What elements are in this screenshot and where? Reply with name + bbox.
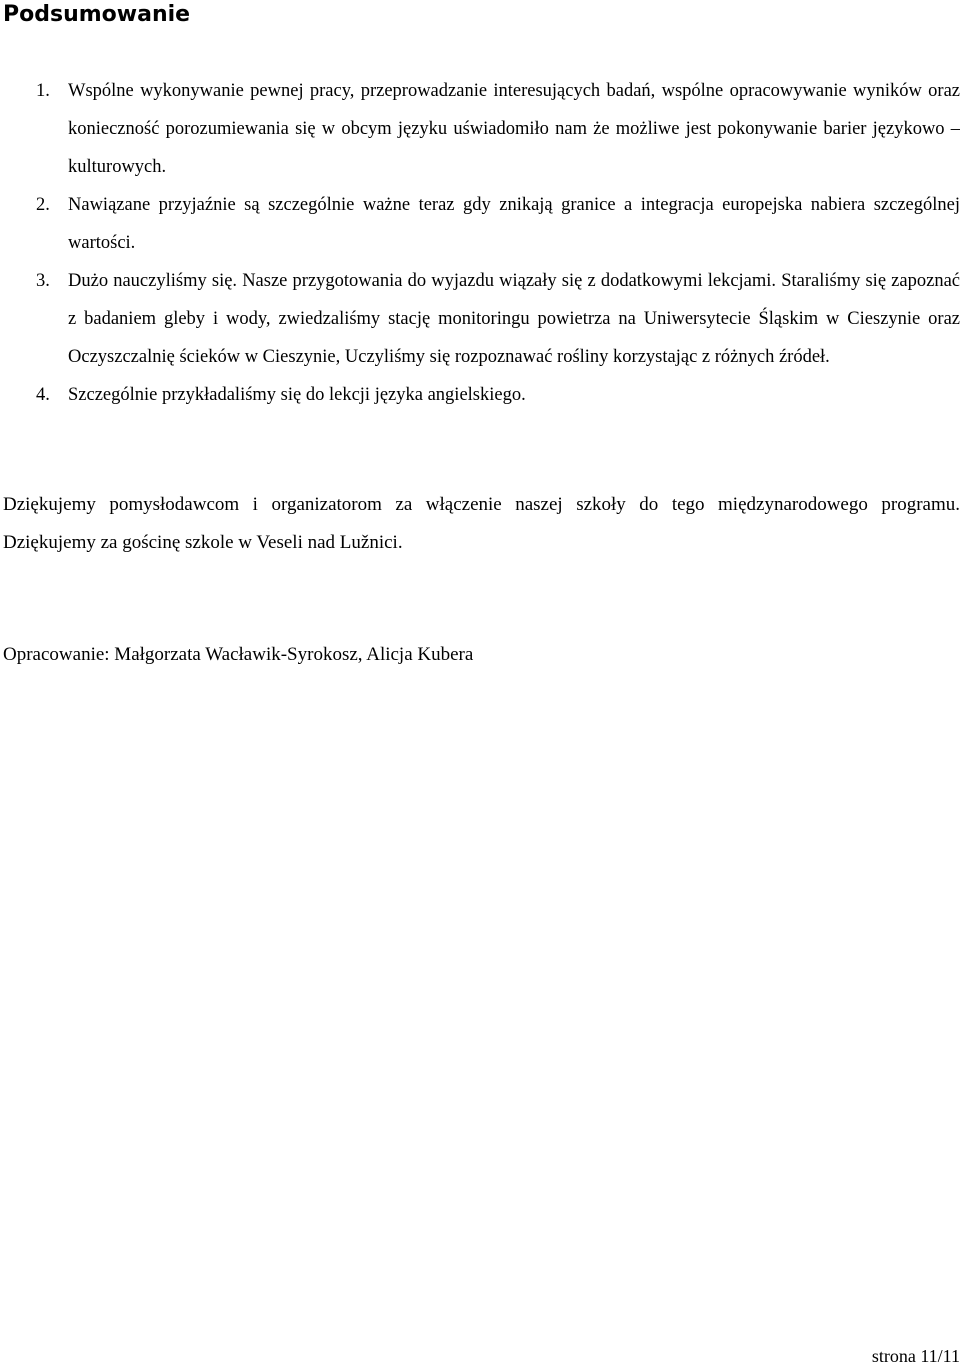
list-item	[0, 72, 960, 186]
page-number: strona 11/11	[871, 1346, 960, 1366]
author-credit: Opracowanie: Małgorzata Wacławik-Syrokosz, Alicja Kubera	[3, 644, 474, 665]
list-item	[0, 376, 960, 414]
list-item-number: 2.	[36, 195, 50, 215]
list-item	[0, 186, 960, 262]
list-item-number: 3.	[36, 271, 50, 291]
page-heading: Podsumowanie	[3, 2, 191, 27]
summary-list	[0, 72, 960, 414]
list-item-number: 1.	[36, 81, 50, 101]
list-item	[0, 262, 960, 376]
list-item-text: Wspólne wykonywanie pewnej pracy, przeprowadzanie interesujących badań, wspólne opracowywanie wyników oraz konieczność porozumiewania się w obcym języku uświadomiło nam że możliwe jest pokonywanie barier językowo – kulturowych.	[68, 81, 960, 177]
list-item-text: Dużo nauczyliśmy się. Nasze przygotowania do wyjazdu wiązały się z dodatkowymi lekcjami. Staraliśmy się zapoznać z badaniem gleby i wody, zwiedzaliśmy stację monitoringu powietrza na Uniwersytecie Śląskim w Cieszynie oraz Oczyszczalnię ścieków w Cieszynie, Uczyliśmy się rozpoznawać rośliny korzystając z różnych źródeł.	[68, 271, 960, 367]
acknowledgements-paragraph: Dziękujemy pomysłodawcom i organizatorom za włączenie naszej szkoły do tego międzynarodowego programu. Dziękujemy za gościnę szkole w Veseli nad Lužnici.	[3, 494, 960, 553]
list-item-text: Nawiązane przyjaźnie są szczególnie ważne teraz gdy znikają granice a integracja europejska nabiera szczególnej wartości.	[68, 195, 960, 253]
list-item-number: 4.	[36, 385, 50, 405]
list-item-text: Szczególnie przykładaliśmy się do lekcji języka angielskiego.	[68, 385, 526, 405]
